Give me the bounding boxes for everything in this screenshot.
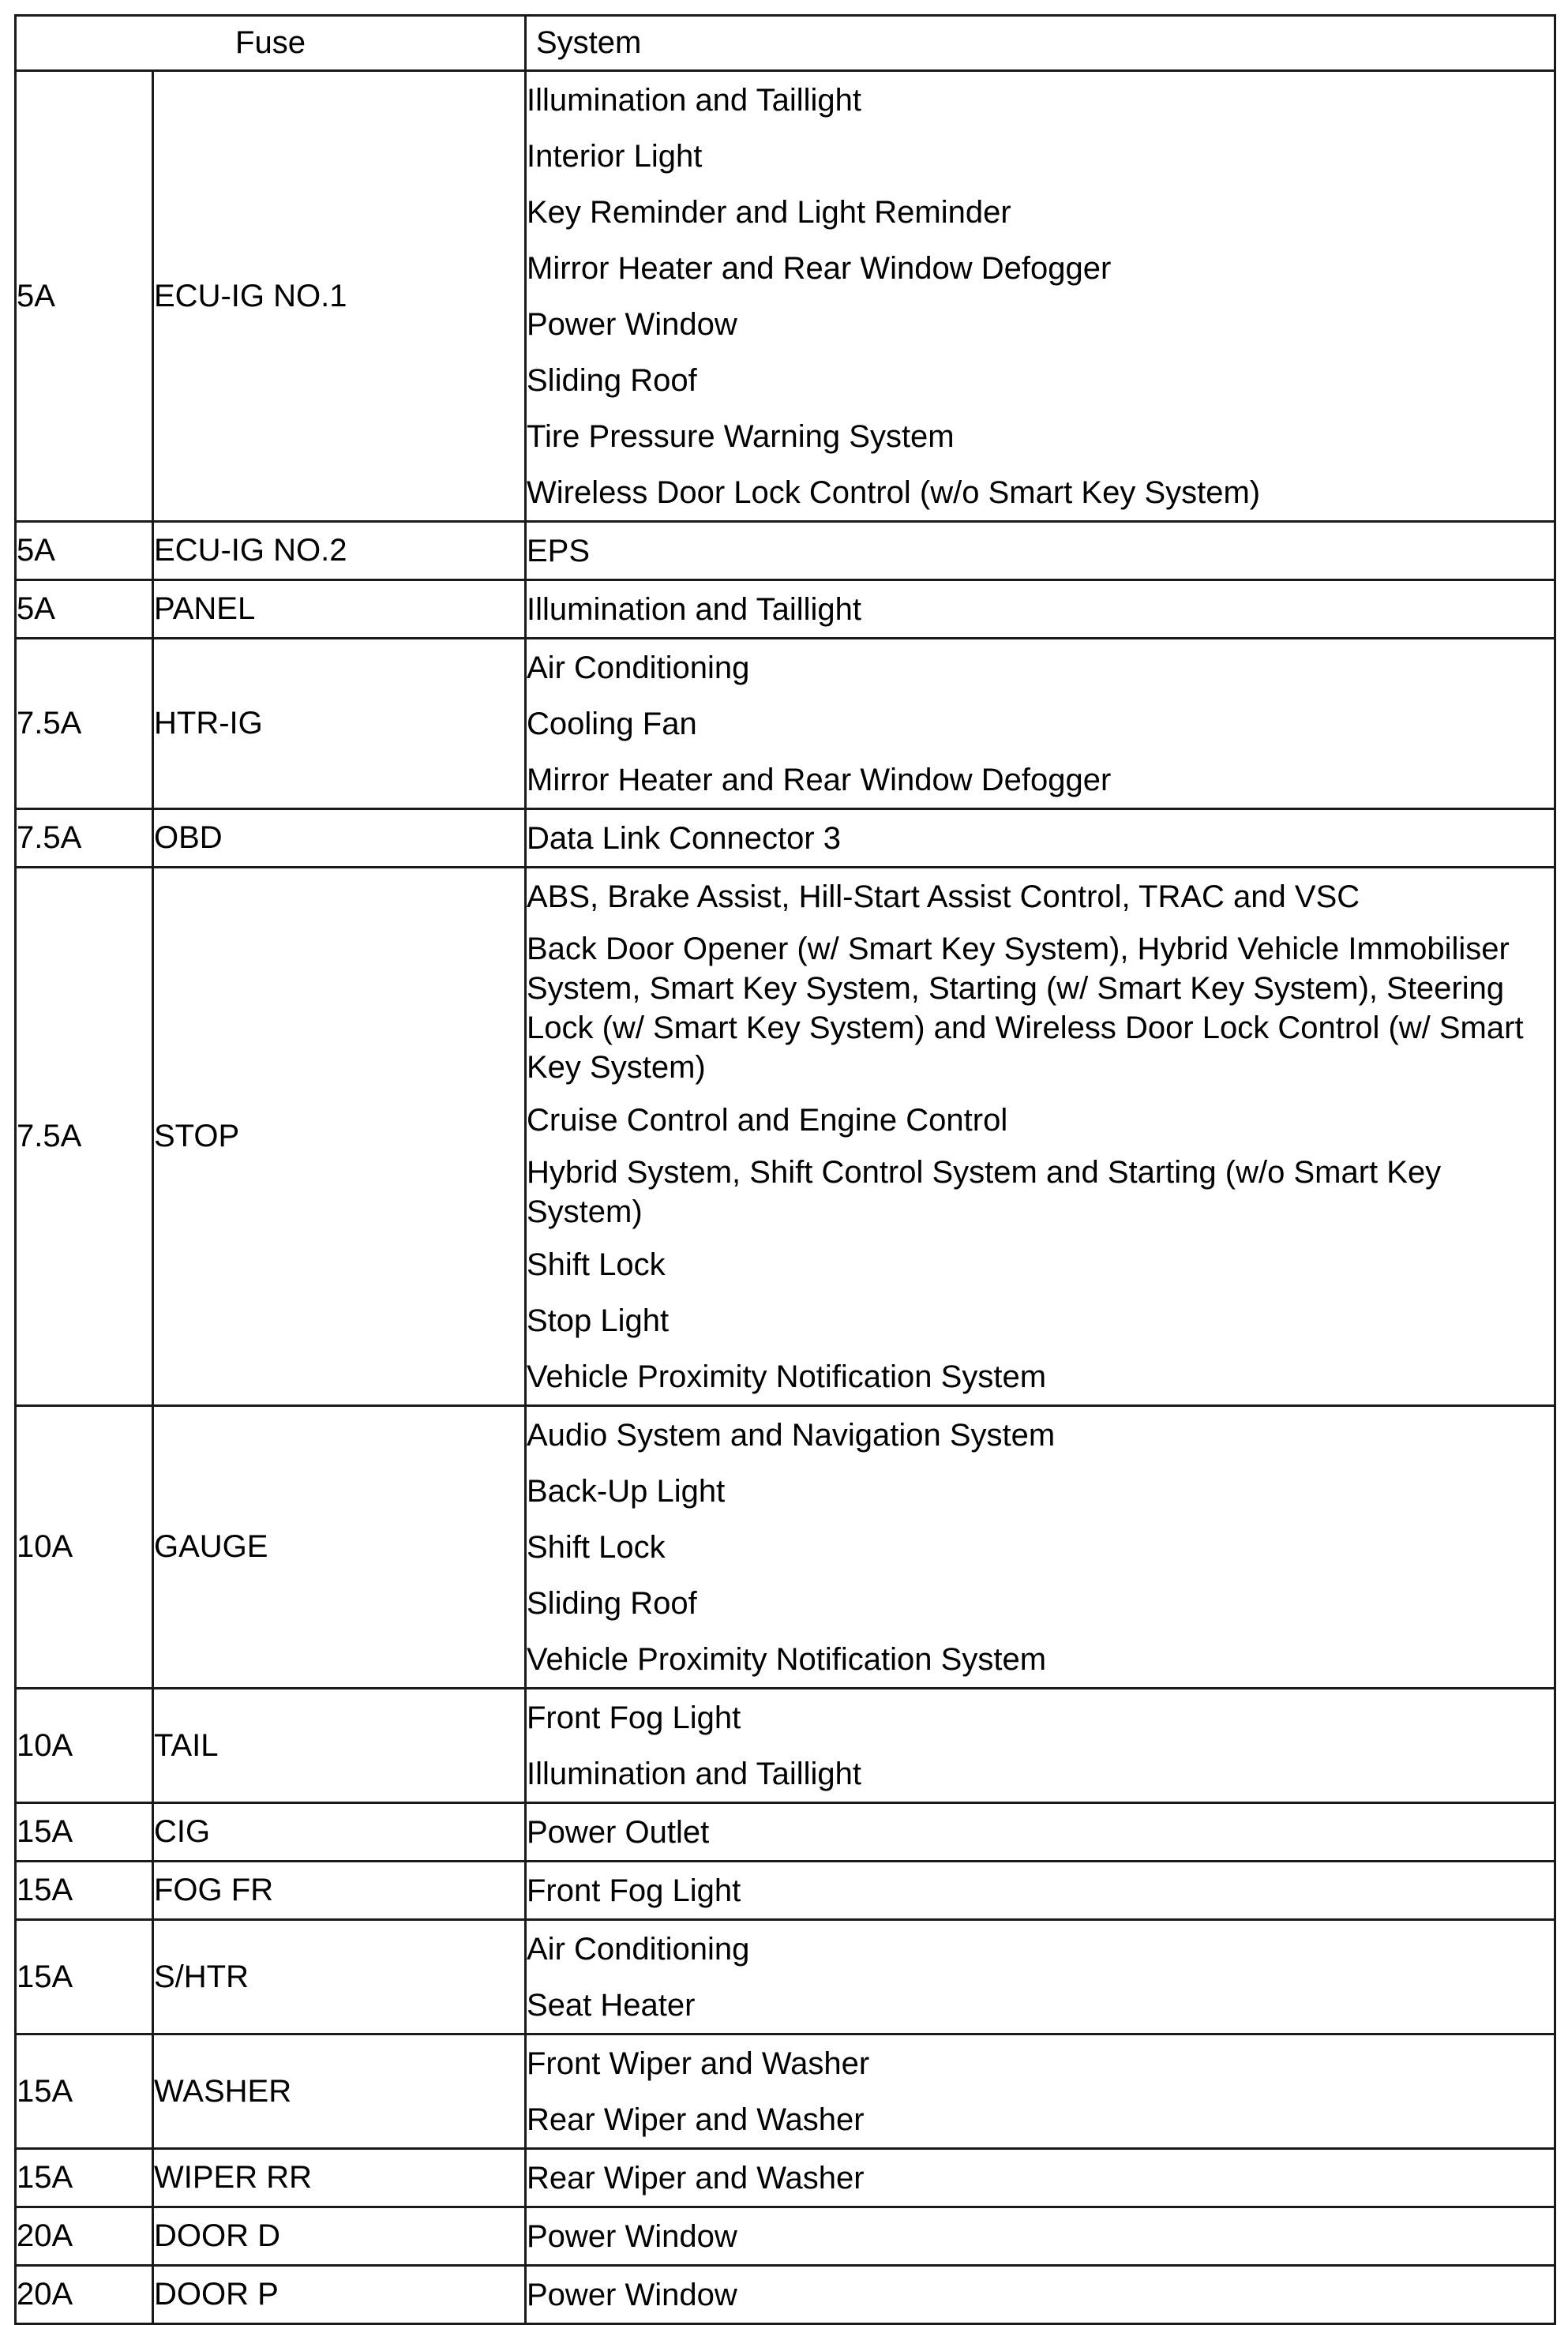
system-item: Back Door Opener (w/ Smart Key System), Hybrid Vehicle Immobiliser System, Smart Key System, Starting (w/ Smart Key System), Steering Lock (w/ Smart Key System) and Wireless Door Lock Control (w/ Smart Key System) bbox=[527, 932, 1524, 1085]
fuse-amperage: 5A bbox=[16, 71, 153, 522]
system-item: Power Window bbox=[527, 2277, 737, 2312]
fuse-amperage: 15A bbox=[16, 2149, 153, 2207]
fuse-name: CIG bbox=[153, 1803, 526, 1862]
fuse-name: DOOR D bbox=[153, 2207, 526, 2266]
fuse-column-header: Fuse bbox=[16, 16, 526, 71]
fuse-amperage: 15A bbox=[16, 1862, 153, 1920]
system-list bbox=[526, 1689, 1555, 1803]
table-row bbox=[16, 639, 1555, 809]
table-row bbox=[16, 71, 1555, 522]
system-item: Air Conditioning bbox=[527, 650, 750, 685]
system-item: Vehicle Proximity Notification System bbox=[527, 1641, 1047, 1677]
system-item: Rear Wiper and Washer bbox=[527, 2160, 865, 2196]
fuse-amperage: 5A bbox=[16, 522, 153, 580]
fuse-amperage: 10A bbox=[16, 1689, 153, 1803]
table-row bbox=[16, 580, 1555, 639]
table-row bbox=[16, 2034, 1555, 2149]
system-item: Vehicle Proximity Notification System bbox=[527, 1359, 1047, 1394]
system-item: Cooling Fan bbox=[527, 706, 697, 741]
fuse-name: PANEL bbox=[153, 580, 526, 639]
fuse-name: DOOR P bbox=[153, 2266, 526, 2324]
system-item: Shift Lock bbox=[527, 1247, 666, 1282]
system-item: Shift Lock bbox=[527, 1529, 666, 1565]
table-row bbox=[16, 522, 1555, 580]
system-list bbox=[526, 2207, 1555, 2266]
system-item: Front Fog Light bbox=[527, 1873, 741, 1908]
table-row bbox=[16, 1862, 1555, 1920]
fuse-name: GAUGE bbox=[153, 1406, 526, 1689]
system-list bbox=[526, 809, 1555, 868]
system-list bbox=[526, 522, 1555, 580]
fuse-amperage: 5A bbox=[16, 580, 153, 639]
fuse-name: WIPER RR bbox=[153, 2149, 526, 2207]
system-item: Audio System and Navigation System bbox=[527, 1417, 1056, 1453]
system-item: Interior Light bbox=[527, 138, 703, 174]
table-row bbox=[16, 1803, 1555, 1862]
table-header bbox=[16, 16, 1555, 71]
table-row bbox=[16, 1689, 1555, 1803]
system-item: Sliding Roof bbox=[527, 1585, 697, 1621]
fuse-name: WASHER bbox=[153, 2034, 526, 2149]
system-item: Back-Up Light bbox=[527, 1473, 726, 1509]
system-item: Illumination and Taillight bbox=[527, 1756, 861, 1791]
table-row bbox=[16, 2207, 1555, 2266]
table-body bbox=[16, 71, 1555, 2324]
fuse-amperage: 10A bbox=[16, 1406, 153, 1689]
system-list bbox=[526, 1920, 1555, 2034]
system-item: Front Fog Light bbox=[527, 1700, 741, 1735]
fuse-name: ECU-IG NO.1 bbox=[153, 71, 526, 522]
system-list bbox=[526, 71, 1555, 522]
fuse-amperage: 7.5A bbox=[16, 639, 153, 809]
fuse-amperage: 15A bbox=[16, 1920, 153, 2034]
fuse-name: HTR-IG bbox=[153, 639, 526, 809]
system-item: Sliding Roof bbox=[527, 362, 697, 398]
table-row bbox=[16, 868, 1555, 1406]
fuse-name: FOG FR bbox=[153, 1862, 526, 1920]
system-item: Cruise Control and Engine Control bbox=[527, 1102, 1008, 1138]
table-row bbox=[16, 1406, 1555, 1689]
system-list bbox=[526, 639, 1555, 809]
fuse-name: STOP bbox=[153, 868, 526, 1406]
table-row bbox=[16, 1920, 1555, 2034]
system-item: Mirror Heater and Rear Window Defogger bbox=[527, 762, 1112, 797]
fuse-amperage: 7.5A bbox=[16, 809, 153, 868]
system-item: Data Link Connector 3 bbox=[527, 820, 842, 856]
system-item: Mirror Heater and Rear Window Defogger bbox=[527, 250, 1112, 286]
system-item: Rear Wiper and Washer bbox=[527, 2102, 865, 2137]
fuse-amperage: 15A bbox=[16, 2034, 153, 2149]
fuse-table bbox=[14, 14, 1556, 2325]
fuse-amperage: 20A bbox=[16, 2266, 153, 2324]
table-row bbox=[16, 809, 1555, 868]
system-item: Front Wiper and Washer bbox=[527, 2046, 870, 2081]
system-item: Power Window bbox=[527, 2218, 737, 2254]
fuse-amperage: 20A bbox=[16, 2207, 153, 2266]
system-item: Power Window bbox=[527, 306, 737, 342]
system-item: Illumination and Taillight bbox=[527, 82, 861, 118]
system-column-header: System bbox=[526, 16, 1555, 71]
system-item: Key Reminder and Light Reminder bbox=[527, 194, 1011, 230]
table-row bbox=[16, 2149, 1555, 2207]
system-item: Wireless Door Lock Control (w/o Smart Key System) bbox=[527, 474, 1261, 510]
system-list bbox=[526, 1803, 1555, 1862]
system-list bbox=[526, 2034, 1555, 2149]
system-item: Air Conditioning bbox=[527, 1931, 750, 1967]
fuse-name: S/HTR bbox=[153, 1920, 526, 2034]
system-item: Illumination and Taillight bbox=[527, 591, 861, 627]
system-list bbox=[526, 1862, 1555, 1920]
fuse-name: ECU-IG NO.2 bbox=[153, 522, 526, 580]
fuse-amperage: 7.5A bbox=[16, 868, 153, 1406]
system-item: Power Outlet bbox=[527, 1814, 710, 1850]
fuse-amperage: 15A bbox=[16, 1803, 153, 1862]
system-item: Hybrid System, Shift Control System and Starting (w/o Smart Key System) bbox=[527, 1155, 1442, 1229]
system-item: ABS, Brake Assist, Hill-Start Assist Control, TRAC and VSC bbox=[527, 879, 1360, 914]
system-list bbox=[526, 2149, 1555, 2207]
table-row bbox=[16, 2266, 1555, 2324]
system-item: Stop Light bbox=[527, 1303, 670, 1338]
system-list bbox=[526, 1406, 1555, 1689]
header-row bbox=[16, 16, 1555, 71]
system-list bbox=[526, 2266, 1555, 2324]
fuse-name: OBD bbox=[153, 809, 526, 868]
system-list bbox=[526, 868, 1555, 1406]
system-item: Seat Heater bbox=[527, 1987, 696, 2023]
system-item: Tire Pressure Warning System bbox=[527, 418, 955, 454]
system-list bbox=[526, 580, 1555, 639]
system-item: EPS bbox=[527, 533, 591, 568]
fuse-name: TAIL bbox=[153, 1689, 526, 1803]
